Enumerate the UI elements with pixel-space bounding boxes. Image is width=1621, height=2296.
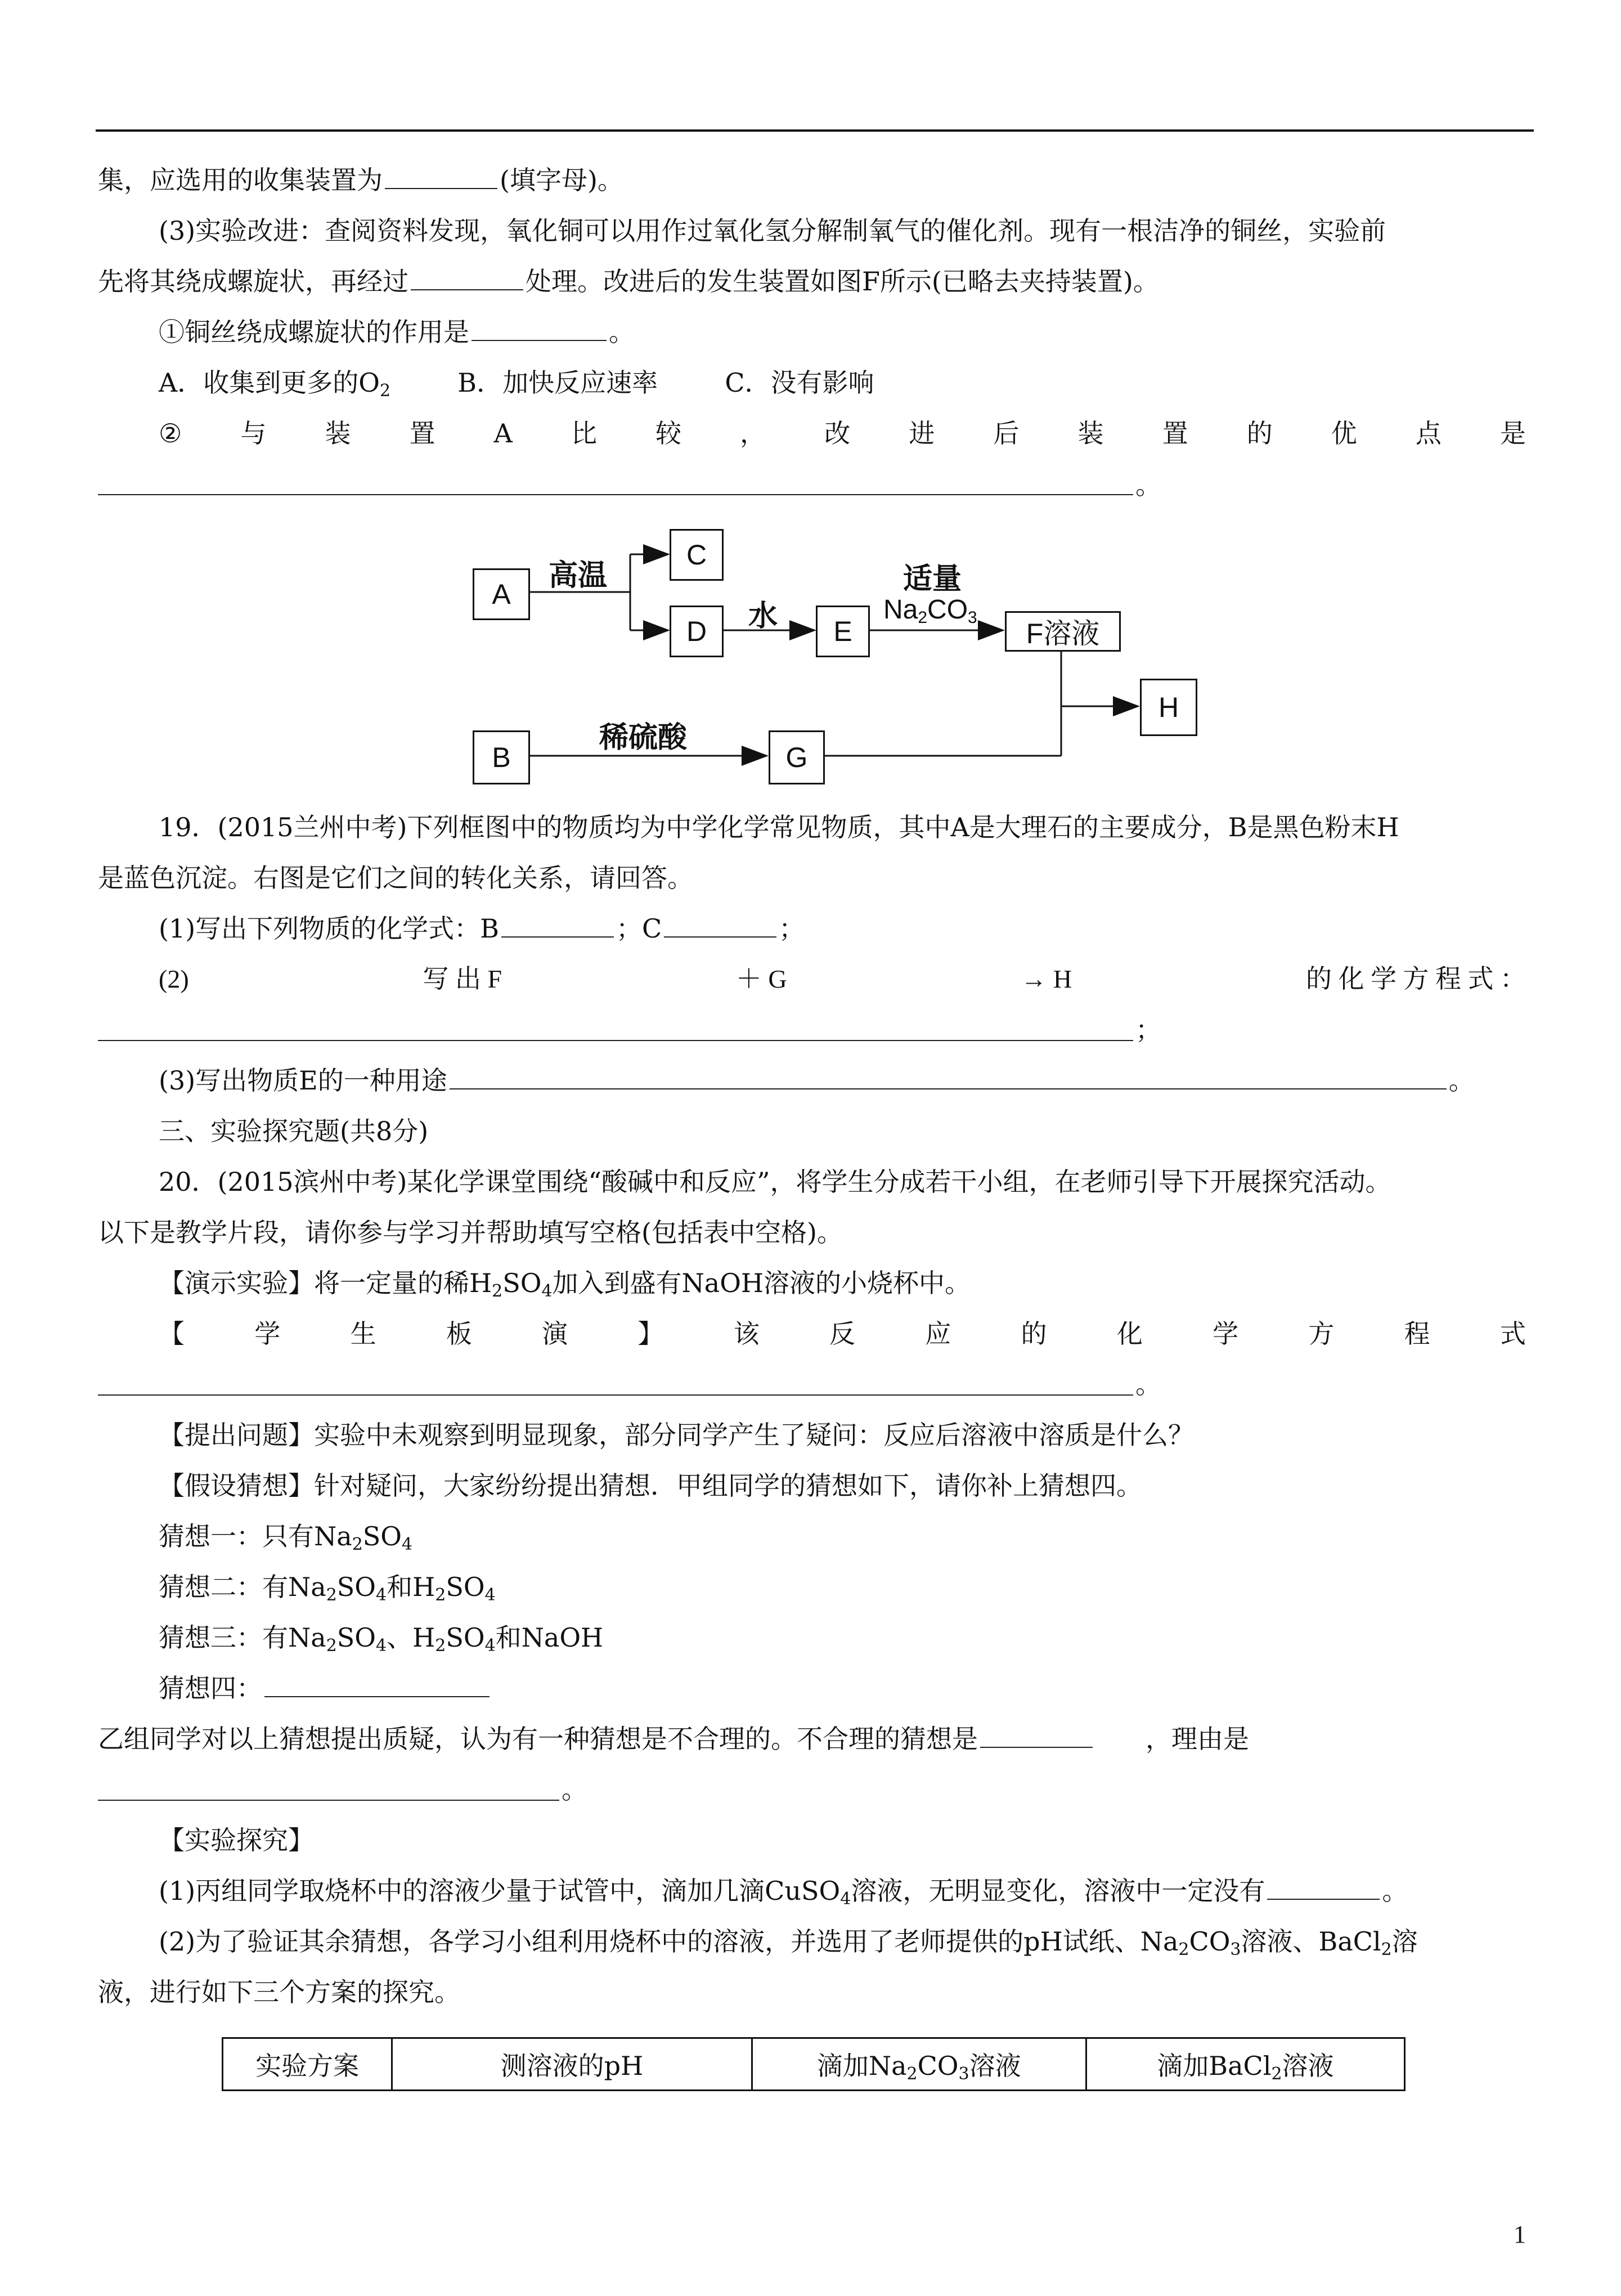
spread-word: 置: [1162, 418, 1188, 449]
table-row: [223, 2038, 1405, 2091]
label-dilute-sulfuric: 稀硫酸: [599, 721, 688, 755]
spread-word: 学: [1213, 1319, 1239, 1349]
spread-word: 程: [1404, 1319, 1430, 1349]
label-high-temp: 高温: [549, 559, 608, 593]
node-a: A: [473, 568, 530, 620]
node-e: E: [816, 606, 870, 657]
spread-word: 化: [1116, 1319, 1143, 1349]
spread-word: 式: [1499, 1319, 1526, 1349]
spread-word: 置: [409, 418, 435, 449]
spread-word: 点: [1415, 418, 1442, 449]
guess-3: 猜想三：有$Na_2SO_4$、$H_2SO_4$和NaOH: [159, 1622, 604, 1656]
spread-word: (2): [159, 965, 189, 993]
text: 先将其绕成螺旋状，再经过: [98, 266, 408, 297]
guess-2: 猜想二：有$Na_2SO_4$和$H_2SO_4$: [159, 1572, 496, 1605]
spread-word: 比: [571, 418, 597, 449]
text-line: [98, 163, 623, 197]
text: 处理。改进后的发生装置如图F所示(已略去夹持装置)。: [526, 266, 1159, 297]
spread-word: 与: [240, 418, 267, 449]
answer-line[interactable]: [98, 1040, 1133, 1041]
spread-word: 装: [325, 418, 351, 449]
spread-word: 优: [1331, 418, 1357, 449]
spread-word: 较: [655, 418, 682, 449]
text-line: 以下是教学片段，请你参与学习并帮助填写空格(包括表中空格)。: [98, 1217, 843, 1248]
spread-line: [159, 416, 1526, 450]
text-line: (2)为了验证其余猜想，各学习小组利用烧杯中的溶液，并选用了老师提供的pH试纸、$Na_2CO_3$溶液、BaCl$_2$溶: [159, 1926, 1418, 1959]
table-cell: 滴加$Na_2CO_3$溶液: [752, 2038, 1086, 2091]
node-b: B: [473, 730, 530, 784]
spread-word: 进: [909, 418, 935, 449]
text: 。: [1135, 1369, 1161, 1400]
text-line: [159, 315, 635, 349]
spread-word: 方: [1308, 1319, 1335, 1349]
answer-blank[interactable]: [664, 912, 776, 938]
spread-word: 改: [824, 418, 851, 449]
spread-word: 学: [254, 1319, 281, 1349]
spread-word: 演: [542, 1319, 568, 1349]
spread-word: 写 出 F: [423, 965, 502, 993]
node-c: C: [670, 529, 724, 581]
label-na2co3: $Na_2CO_3$: [883, 595, 977, 627]
answer-blank[interactable]: [501, 912, 614, 938]
text: (3)实验改进：查阅资料发现，氧化铜可以用作过氧化氢分解制氧气的催化剂。现有一根洁净的铜丝，实验前: [159, 216, 1386, 246]
text-line: (3)写出物质E的一种用途 。: [159, 1064, 1475, 1097]
spread-word: 的: [1246, 418, 1273, 449]
header-rule: [96, 129, 1534, 132]
text: (填字母)。: [500, 165, 623, 195]
guess-4: 猜想四：: [159, 1671, 492, 1705]
spread-word: 生: [350, 1319, 376, 1349]
option-a[interactable]: A．收集到更多的$O_2$: [159, 367, 391, 401]
experiment-table: [222, 2037, 1406, 2091]
text-line: (1)丙组同学取烧杯中的溶液少量于试管中，滴加几滴CuSO$_4$溶液，无明显变化，溶液中一定没有 。: [159, 1874, 1408, 1908]
text: ；: [1135, 1015, 1161, 1045]
spread-word: A: [493, 418, 513, 449]
spread-word: ，: [740, 418, 766, 449]
text: ①铜丝绕成螺旋状的作用是: [159, 317, 469, 347]
answer-line[interactable]: [98, 1394, 1133, 1396]
table-cell: 测溶液的pH: [392, 2038, 752, 2091]
answer-blank[interactable]: [411, 264, 523, 290]
answer-blank[interactable]: [385, 163, 497, 189]
table-cell: 实验方案: [223, 2038, 392, 2091]
spread-word: 是: [1499, 418, 1526, 449]
text-line: 是蓝色沉淀。右图是它们之间的转化关系，请回答。: [98, 863, 693, 893]
section-heading: 三、实验探究题(共8分): [159, 1116, 429, 1146]
text: 。: [1135, 470, 1161, 500]
text: 集，应选用的收集装置为: [98, 165, 383, 195]
text-line: 【假设猜想】针对疑问，大家纷纷提出猜想．甲组同学的猜想如下，请你补上猜想四。: [159, 1470, 1142, 1501]
answer-blank[interactable]: [980, 1722, 1093, 1748]
table-cell: 滴加BaCl$_2$溶液: [1086, 2038, 1404, 2091]
spread-line: [159, 1317, 1526, 1351]
answer-line[interactable]: [98, 1800, 559, 1801]
spread-word: ＋ G: [735, 965, 787, 993]
text-line: 20．(2015滨州中考)某化学课堂围绕“酸碱中和反应”，将学生分成若干小组，在老师引导下开展探究活动。: [159, 1167, 1391, 1197]
text-line: 【提出问题】实验中未观察到明显现象，部分同学产生了疑问：反应后溶液中溶质是什么？: [159, 1420, 1194, 1450]
spread-word: 【: [159, 1319, 185, 1349]
answer-blank[interactable]: [1267, 1874, 1380, 1900]
spread-word: 】: [637, 1319, 664, 1349]
spread-word: → H: [1021, 965, 1072, 993]
text-line: 19．(2015兰州中考)下列框图中的物质均为中学化学常见物质，其中A是大理石的主要成分，B是黑色粉末H: [159, 812, 1399, 842]
label-water: 水: [748, 599, 778, 633]
label-proper-amount: 适量: [903, 562, 962, 596]
answer-blank[interactable]: [450, 1064, 1447, 1089]
text: 。: [609, 317, 635, 347]
guess-1: 猜想一：只有$Na_2SO_4$: [159, 1521, 413, 1554]
conversion-diagram: [473, 512, 1221, 793]
node-h: H: [1140, 679, 1197, 736]
text-line: 乙组同学对以上猜想提出质疑，认为有一种猜想是不合理的。不合理的猜想是 ，理由是: [98, 1722, 1527, 1756]
text-line: 液，进行如下三个方案的探究。: [98, 1977, 460, 2007]
spread-word: 反: [829, 1319, 855, 1349]
text-line: (1)写出下列物质的化学式：B ；C ；: [159, 912, 805, 945]
spread-word: 该: [733, 1319, 760, 1349]
node-f: F溶液: [1005, 611, 1121, 652]
option-b[interactable]: B．加快反应速率: [457, 367, 658, 398]
spread-word: 应: [925, 1319, 951, 1349]
answer-line[interactable]: [98, 494, 1133, 495]
spread-word: 的 化 学 方 程 式 ：: [1305, 965, 1526, 993]
text-line: 【实验探究】: [159, 1825, 314, 1855]
answer-blank[interactable]: [472, 315, 607, 341]
options-line: [159, 366, 874, 400]
spread-word: 装: [1077, 418, 1104, 449]
answer-blank[interactable]: [264, 1671, 490, 1697]
spread-word: 的: [1021, 1319, 1047, 1349]
spread-word: 后: [993, 418, 1020, 449]
option-c[interactable]: C．没有影响: [725, 367, 874, 398]
text-line: [159, 214, 1386, 248]
page-number: 1: [1514, 2221, 1526, 2248]
spread-word: ②: [159, 418, 182, 449]
spread-line: [159, 962, 1526, 996]
text-line: [98, 264, 1159, 298]
text-line: 【演示实验】将一定量的稀$H_2SO_4$加入到盛有NaOH溶液的小烧杯中。: [159, 1268, 971, 1301]
node-g: G: [769, 730, 825, 784]
spread-word: 板: [446, 1319, 472, 1349]
node-d: D: [670, 606, 724, 657]
text: 。: [562, 1774, 587, 1805]
